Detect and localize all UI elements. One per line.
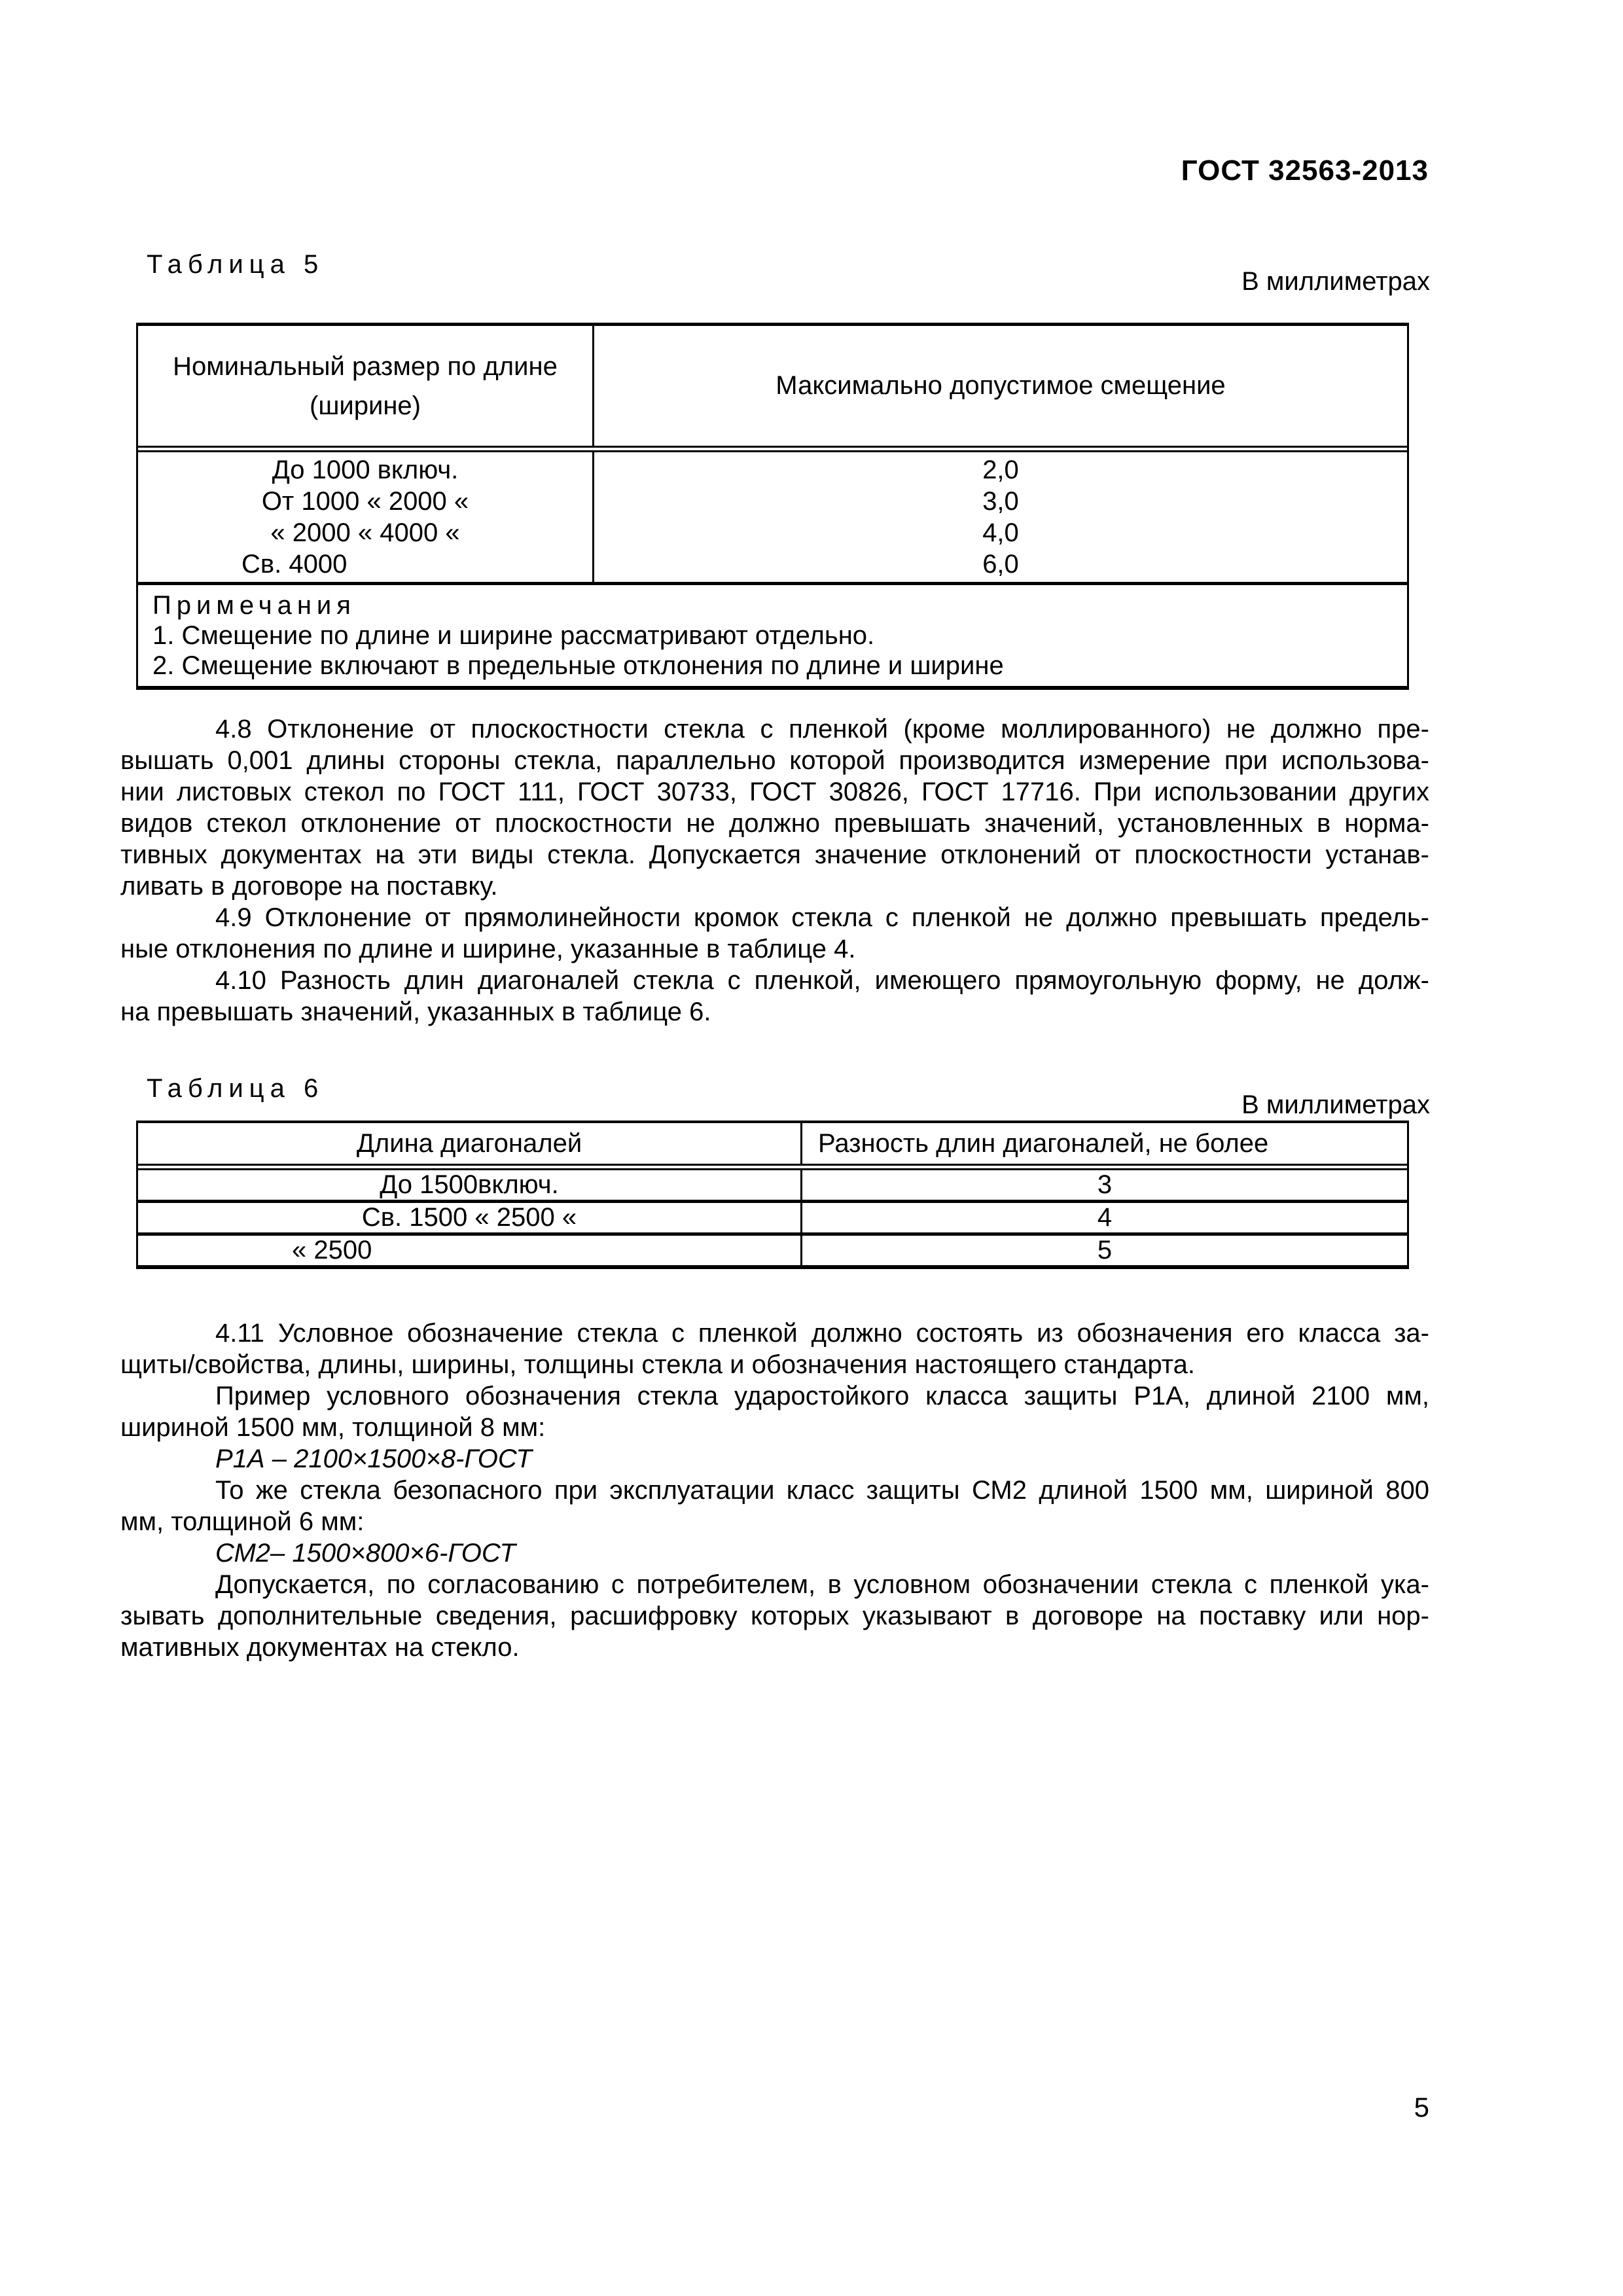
table5-notes — [138, 585, 1407, 686]
table5-size-column — [138, 452, 594, 582]
table-cell: 4,0 — [982, 518, 1019, 547]
table5-col1-header-line2: (ширине) — [310, 391, 421, 420]
page-number: 5 — [1414, 2092, 1429, 2123]
paragraph-example-intro-2 — [120, 1475, 1429, 1537]
text-line: Р1А – 2100×1500×8-ГОСТ — [215, 1444, 532, 1473]
text-line: ные отклонения по длине и ширине, указанные в таблице 4. — [120, 935, 856, 963]
table-cell: 3 — [1097, 1170, 1113, 1199]
text-line: СМ2– 1500×800×6-ГОСТ — [215, 1539, 516, 1568]
table-cell: До 1000 включ. — [272, 456, 459, 484]
table-row — [138, 1170, 1407, 1200]
table-cell: 4 — [1097, 1203, 1113, 1232]
table5-notes-title: Примечания — [152, 591, 356, 620]
text-line: То же стекла безопасного при эксплуатации класс защиты СМ2 длиной 1500 мм, шириной 800 — [215, 1476, 1429, 1505]
table-cell: 5 — [1097, 1236, 1113, 1265]
text-line: 4.11 Условное обозначение стекла с пленкой должно состоять из обозначения его класса за- — [215, 1319, 1429, 1348]
table5-caption: Таблица 5 — [147, 250, 325, 279]
table5-col1-header — [138, 326, 594, 446]
body-text-block — [120, 713, 1429, 1028]
table-cell: До 1500включ. — [138, 1170, 802, 1200]
text-line: ливать в договоре на поставку. — [120, 872, 498, 901]
table5-note-1: 1. Смещение по длине и ширине рассматривают отдельно. — [152, 621, 875, 650]
text-line: 4.9 Отклонение от прямолинейности кромок стекла с пленкой не должно превышать предель- — [215, 903, 1429, 932]
table5-header-row — [138, 326, 1407, 452]
table-row — [138, 1232, 1407, 1265]
table5-units-note: В миллиметрах — [1241, 267, 1430, 296]
table6-col1-header: Длина диагоналей — [138, 1123, 802, 1164]
paragraph-4-8 — [120, 713, 1429, 902]
table6 — [136, 1121, 1409, 1269]
text-line: нии листовых стекол по ГОСТ 111, ГОСТ 30733, ГОСТ 30826, ГОСТ 17716. При использовании других — [120, 778, 1429, 806]
text-line: Пример условного обозначения стекла ударостойкого класса защиты Р1А, длиной 2100 мм, — [215, 1382, 1429, 1410]
table5-note-2: 2. Смещение включают в предельные отклонения по длине и ширине — [152, 651, 1004, 680]
table-cell: От 1000 « 2000 « — [261, 487, 469, 516]
table6-header-row — [138, 1123, 1407, 1170]
paragraph-additional-info — [120, 1569, 1429, 1663]
table-row — [138, 1200, 1407, 1232]
paragraph-4-11 — [120, 1318, 1429, 1380]
text-line: зывать дополнительные сведения, расшифровку которых указывают в договоре на поставку или нор- — [120, 1602, 1429, 1630]
doc-code-header: ГОСТ 32563-2013 — [1181, 154, 1429, 187]
text-line: на превышать значений, указанных в таблице 6. — [120, 997, 711, 1026]
text-line: 4.10 Разность длин диагоналей стекла с пленкой, имеющего прямоугольную форму, не долж- — [215, 966, 1429, 995]
designation-example-2 — [120, 1537, 1429, 1569]
table6-units-note: В миллиметрах — [1241, 1090, 1430, 1119]
table5-value-column — [594, 452, 1407, 582]
table-cell: « 2000 « 4000 « — [270, 518, 460, 547]
text-line: тивных документах на эти виды стекла. Допускается значение отклонений от плоскостности устанав- — [120, 840, 1429, 869]
text-line: вышать 0,001 длины стороны стекла, параллельно которой производится измерение при использова- — [120, 746, 1429, 775]
table-cell: « 2500 — [138, 1236, 802, 1265]
text-line: 4.8 Отклонение от плоскостности стекла с пленкой (кроме моллированного) не должно пре- — [215, 715, 1429, 744]
paragraph-4-10 — [120, 965, 1429, 1028]
table6-col2-header: Разность длин диагоналей, не более — [818, 1128, 1269, 1158]
table5-col1-header-line1: Номинальный размер по длине — [173, 351, 558, 381]
section-4-11-block — [120, 1318, 1429, 1663]
text-line: щиты/свойства, длины, ширины, толщины стекла и обозначения настоящего стандарта. — [120, 1350, 1195, 1379]
designation-example-1 — [120, 1443, 1429, 1475]
table-cell: 3,0 — [982, 487, 1019, 516]
text-line: мм, толщиной 6 мм: — [120, 1507, 365, 1536]
paragraph-4-9 — [120, 902, 1429, 965]
table5 — [136, 323, 1409, 690]
table6-caption: Таблица 6 — [147, 1074, 325, 1103]
table5-col2-header: Максимально допустимое смещение — [776, 371, 1226, 400]
table-cell: 6,0 — [982, 550, 1019, 579]
table-cell: Св. 1500 « 2500 « — [138, 1203, 802, 1232]
text-line: видов стекол отклонение от плоскостности не должно превышать значений, установленных в норма- — [120, 809, 1429, 838]
table5-data-rows — [138, 452, 1407, 585]
table-cell: 2,0 — [982, 456, 1019, 484]
text-line: шириной 1500 мм, толщиной 8 мм: — [120, 1413, 546, 1442]
paragraph-example-intro-1 — [120, 1380, 1429, 1443]
text-line: Допускается, по согласованию с потребителем, в условном обозначении стекла с пленкой ука- — [215, 1570, 1429, 1599]
text-line: мативных документах на стекло. — [120, 1633, 520, 1662]
table-cell: Св. 4000 — [241, 550, 348, 579]
